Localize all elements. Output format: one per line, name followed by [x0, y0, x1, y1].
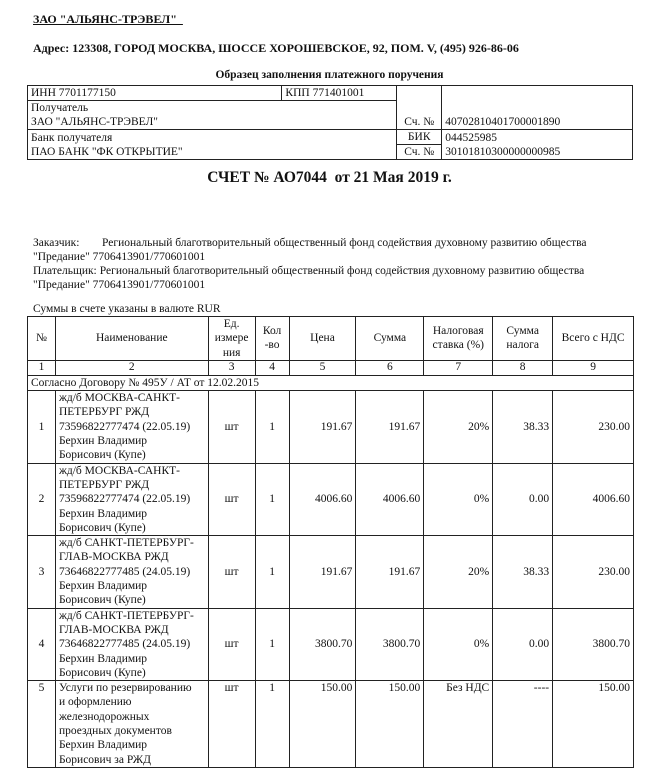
col-num: 4 — [255, 360, 289, 375]
payment-sample-title: Образец заполнения платежного поручения — [215, 69, 444, 81]
recipient-label: Получатель — [31, 102, 89, 114]
corr-account-number: 30101810300000000985 — [442, 145, 633, 160]
row-price: 191.67 — [289, 536, 356, 608]
account-number: 40702810401700001890 — [442, 101, 633, 130]
bik-label: БИК — [397, 130, 442, 145]
header-line: -во — [264, 339, 280, 352]
row-tax-sum: 0.00 — [493, 608, 553, 680]
row-price: 191.67 — [289, 391, 356, 463]
col-header-number: № — [28, 317, 56, 361]
name-line: Борисович (Купе) — [58, 449, 146, 462]
row-tax-sum: 38.33 — [493, 391, 553, 463]
name-line: Берхин Владимир — [58, 739, 148, 752]
row-number: 2 — [28, 463, 56, 535]
name-line: Берхин Владимир — [58, 652, 148, 665]
name-line: жд/б МОСКВА-САНКТ- — [58, 392, 180, 405]
row-qty: 1 — [255, 536, 289, 608]
header-line: Ед. — [223, 318, 240, 330]
name-line: 73596822777474 (22.05.19) — [58, 420, 191, 433]
invoice-title: СЧЕТ № АО7044 от 21 Мая 2019 г. — [207, 169, 452, 186]
recipient-cell — [28, 101, 397, 130]
name-line: ГЛАВ-МОСКВА РЖД — [58, 551, 169, 564]
row-unit: шт — [208, 463, 255, 535]
inn: ИНН 7701177150 — [28, 86, 282, 101]
row-name — [55, 681, 208, 768]
corr-account-label: Сч. № — [397, 145, 442, 160]
name-line: Борисович (Купе) — [58, 666, 146, 679]
row-sum: 3800.70 — [356, 608, 424, 680]
row-tax-sum: 38.33 — [493, 536, 553, 608]
row-price: 150.00 — [289, 681, 356, 768]
col-header-sum: Сумма — [356, 317, 424, 361]
row-tax-rate: Без НДС — [424, 681, 493, 768]
kpp: КПП 771401001 — [282, 86, 397, 101]
name-line: жд/б САНКТ-ПЕТЕРБУРГ- — [58, 609, 194, 622]
col-header-unit — [208, 317, 255, 361]
name-line: Услуги по резервированию — [58, 682, 192, 695]
col-header-price: Цена — [289, 317, 356, 361]
header-line: Кол — [262, 325, 282, 338]
header-line: Налоговая — [432, 325, 484, 338]
row-sum: 4006.60 — [356, 463, 424, 535]
company-address: Адрес: 123308, ГОРОД МОСКВА, ШОССЕ ХОРОШЕВСКОЕ, 92, ПОМ. V, (495) 926-86-06 — [33, 41, 519, 55]
col-num: 2 — [55, 360, 208, 375]
row-sum: 191.67 — [356, 536, 424, 608]
row-unit: шт — [208, 391, 255, 463]
customer-line1: Региональный благотворительный общественный фонд содействия духовному развитию общества — [102, 237, 587, 249]
row-qty: 1 — [255, 463, 289, 535]
name-line: Борисович (Купе) — [58, 594, 146, 607]
col-num: 7 — [424, 360, 493, 375]
row-tax-rate: 20% — [424, 391, 493, 463]
payer-block — [33, 264, 584, 292]
header-line: налога — [506, 339, 540, 352]
name-line: Берхин Владимир — [58, 435, 148, 448]
customer-block — [33, 236, 586, 264]
name-line: 73646822777485 (24.05.19) — [58, 565, 191, 578]
name-line: Берхин Владимир — [58, 507, 148, 520]
table-row — [28, 463, 634, 535]
invoice-items-table — [27, 316, 634, 768]
bik-value: 044525985 — [442, 130, 633, 145]
col-header-tax-rate — [424, 317, 493, 361]
bank-name: ПАО БАНК "ФК ОТКРЫТИЕ" — [28, 145, 397, 160]
col-num: 3 — [208, 360, 255, 375]
row-name — [55, 463, 208, 535]
name-line: жд/б МОСКВА-САНКТ- — [58, 464, 180, 477]
table-row — [28, 608, 634, 680]
row-sum: 150.00 — [356, 681, 424, 768]
col-header-name: Наименование — [55, 317, 208, 361]
row-sum: 191.67 — [356, 391, 424, 463]
col-num: 5 — [289, 360, 356, 375]
payer-line1: Региональный благотворительный общественный фонд содействия духовному развитию общества — [99, 265, 585, 277]
table-row — [28, 681, 634, 768]
row-number: 4 — [28, 608, 56, 680]
name-line: жд/б САНКТ-ПЕТЕРБУРГ- — [58, 537, 194, 550]
name-line: Берхин Владимир — [58, 580, 148, 593]
payer-line2: "Предание" 7706413901/770601001 — [33, 279, 206, 291]
recipient-name: ЗАО "АЛЬЯНС-ТРЭВЕЛ" — [31, 116, 158, 128]
row-total: 150.00 — [553, 681, 634, 768]
header-line: ставка (%) — [432, 339, 484, 352]
name-line: ПЕТЕРБУРГ РЖД — [58, 478, 150, 491]
col-num: 1 — [28, 360, 56, 375]
table-row — [28, 391, 634, 463]
header-line: ния — [222, 346, 241, 359]
group-row — [28, 375, 634, 390]
row-number: 5 — [28, 681, 56, 768]
row-total: 230.00 — [553, 391, 634, 463]
row-total: 4006.60 — [553, 463, 634, 535]
row-name — [55, 536, 208, 608]
row-tax-rate: 20% — [424, 536, 493, 608]
header-line: Сумма — [506, 325, 539, 338]
row-unit: шт — [208, 681, 255, 768]
row-qty: 1 — [255, 391, 289, 463]
name-line: проездных документов — [58, 725, 172, 738]
table-row — [28, 536, 634, 608]
row-total: 230.00 — [553, 536, 634, 608]
name-line: ГЛАВ-МОСКВА РЖД — [58, 623, 169, 636]
name-line: 73646822777485 (24.05.19) — [58, 638, 191, 651]
name-line: и оформлению — [58, 696, 132, 709]
row-number: 1 — [28, 391, 56, 463]
payer-label: Плательщик: — [33, 265, 97, 277]
contract-reference: Согласно Договору № 495У / АТ от 12.02.2015 — [28, 375, 634, 390]
header-line: измере — [214, 332, 249, 345]
col-num: 6 — [356, 360, 424, 375]
col-header-tax-sum — [493, 317, 553, 361]
row-qty: 1 — [255, 608, 289, 680]
row-unit: шт — [208, 608, 255, 680]
customer-line2: "Предание" 7706413901/770601001 — [33, 251, 206, 263]
col-num: 8 — [493, 360, 553, 375]
row-tax-rate: 0% — [424, 463, 493, 535]
row-name — [55, 608, 208, 680]
bank-details-table — [27, 85, 633, 160]
row-total: 3800.70 — [553, 608, 634, 680]
bank-label: Банк получателя — [28, 130, 397, 145]
row-price: 3800.70 — [289, 608, 356, 680]
name-line: Борисович (Купе) — [58, 521, 146, 534]
currency-note: Суммы в счете указаны в валюте RUR — [33, 303, 221, 315]
row-price: 4006.60 — [289, 463, 356, 535]
col-num: 9 — [553, 360, 634, 375]
row-qty: 1 — [255, 681, 289, 768]
row-tax-rate: 0% — [424, 608, 493, 680]
name-line: 73596822777474 (22.05.19) — [58, 493, 191, 506]
row-tax-sum: 0.00 — [493, 463, 553, 535]
company-name: ЗАО "АЛЬЯНС-ТРЭВЕЛ" — [33, 12, 183, 26]
row-tax-sum: ---- — [493, 681, 553, 768]
name-line: железнодорожных — [58, 710, 150, 723]
row-unit: шт — [208, 536, 255, 608]
row-number: 3 — [28, 536, 56, 608]
col-header-qty — [255, 317, 289, 361]
row-name — [55, 391, 208, 463]
name-line: ПЕТЕРБУРГ РЖД — [58, 406, 150, 419]
column-numbers-row — [28, 360, 634, 375]
account-label: Сч. № — [397, 101, 442, 130]
col-header-total: Всего с НДС — [553, 317, 634, 361]
name-line: Борисович за РЖД — [58, 753, 151, 766]
customer-label: Заказчик: — [33, 237, 80, 249]
